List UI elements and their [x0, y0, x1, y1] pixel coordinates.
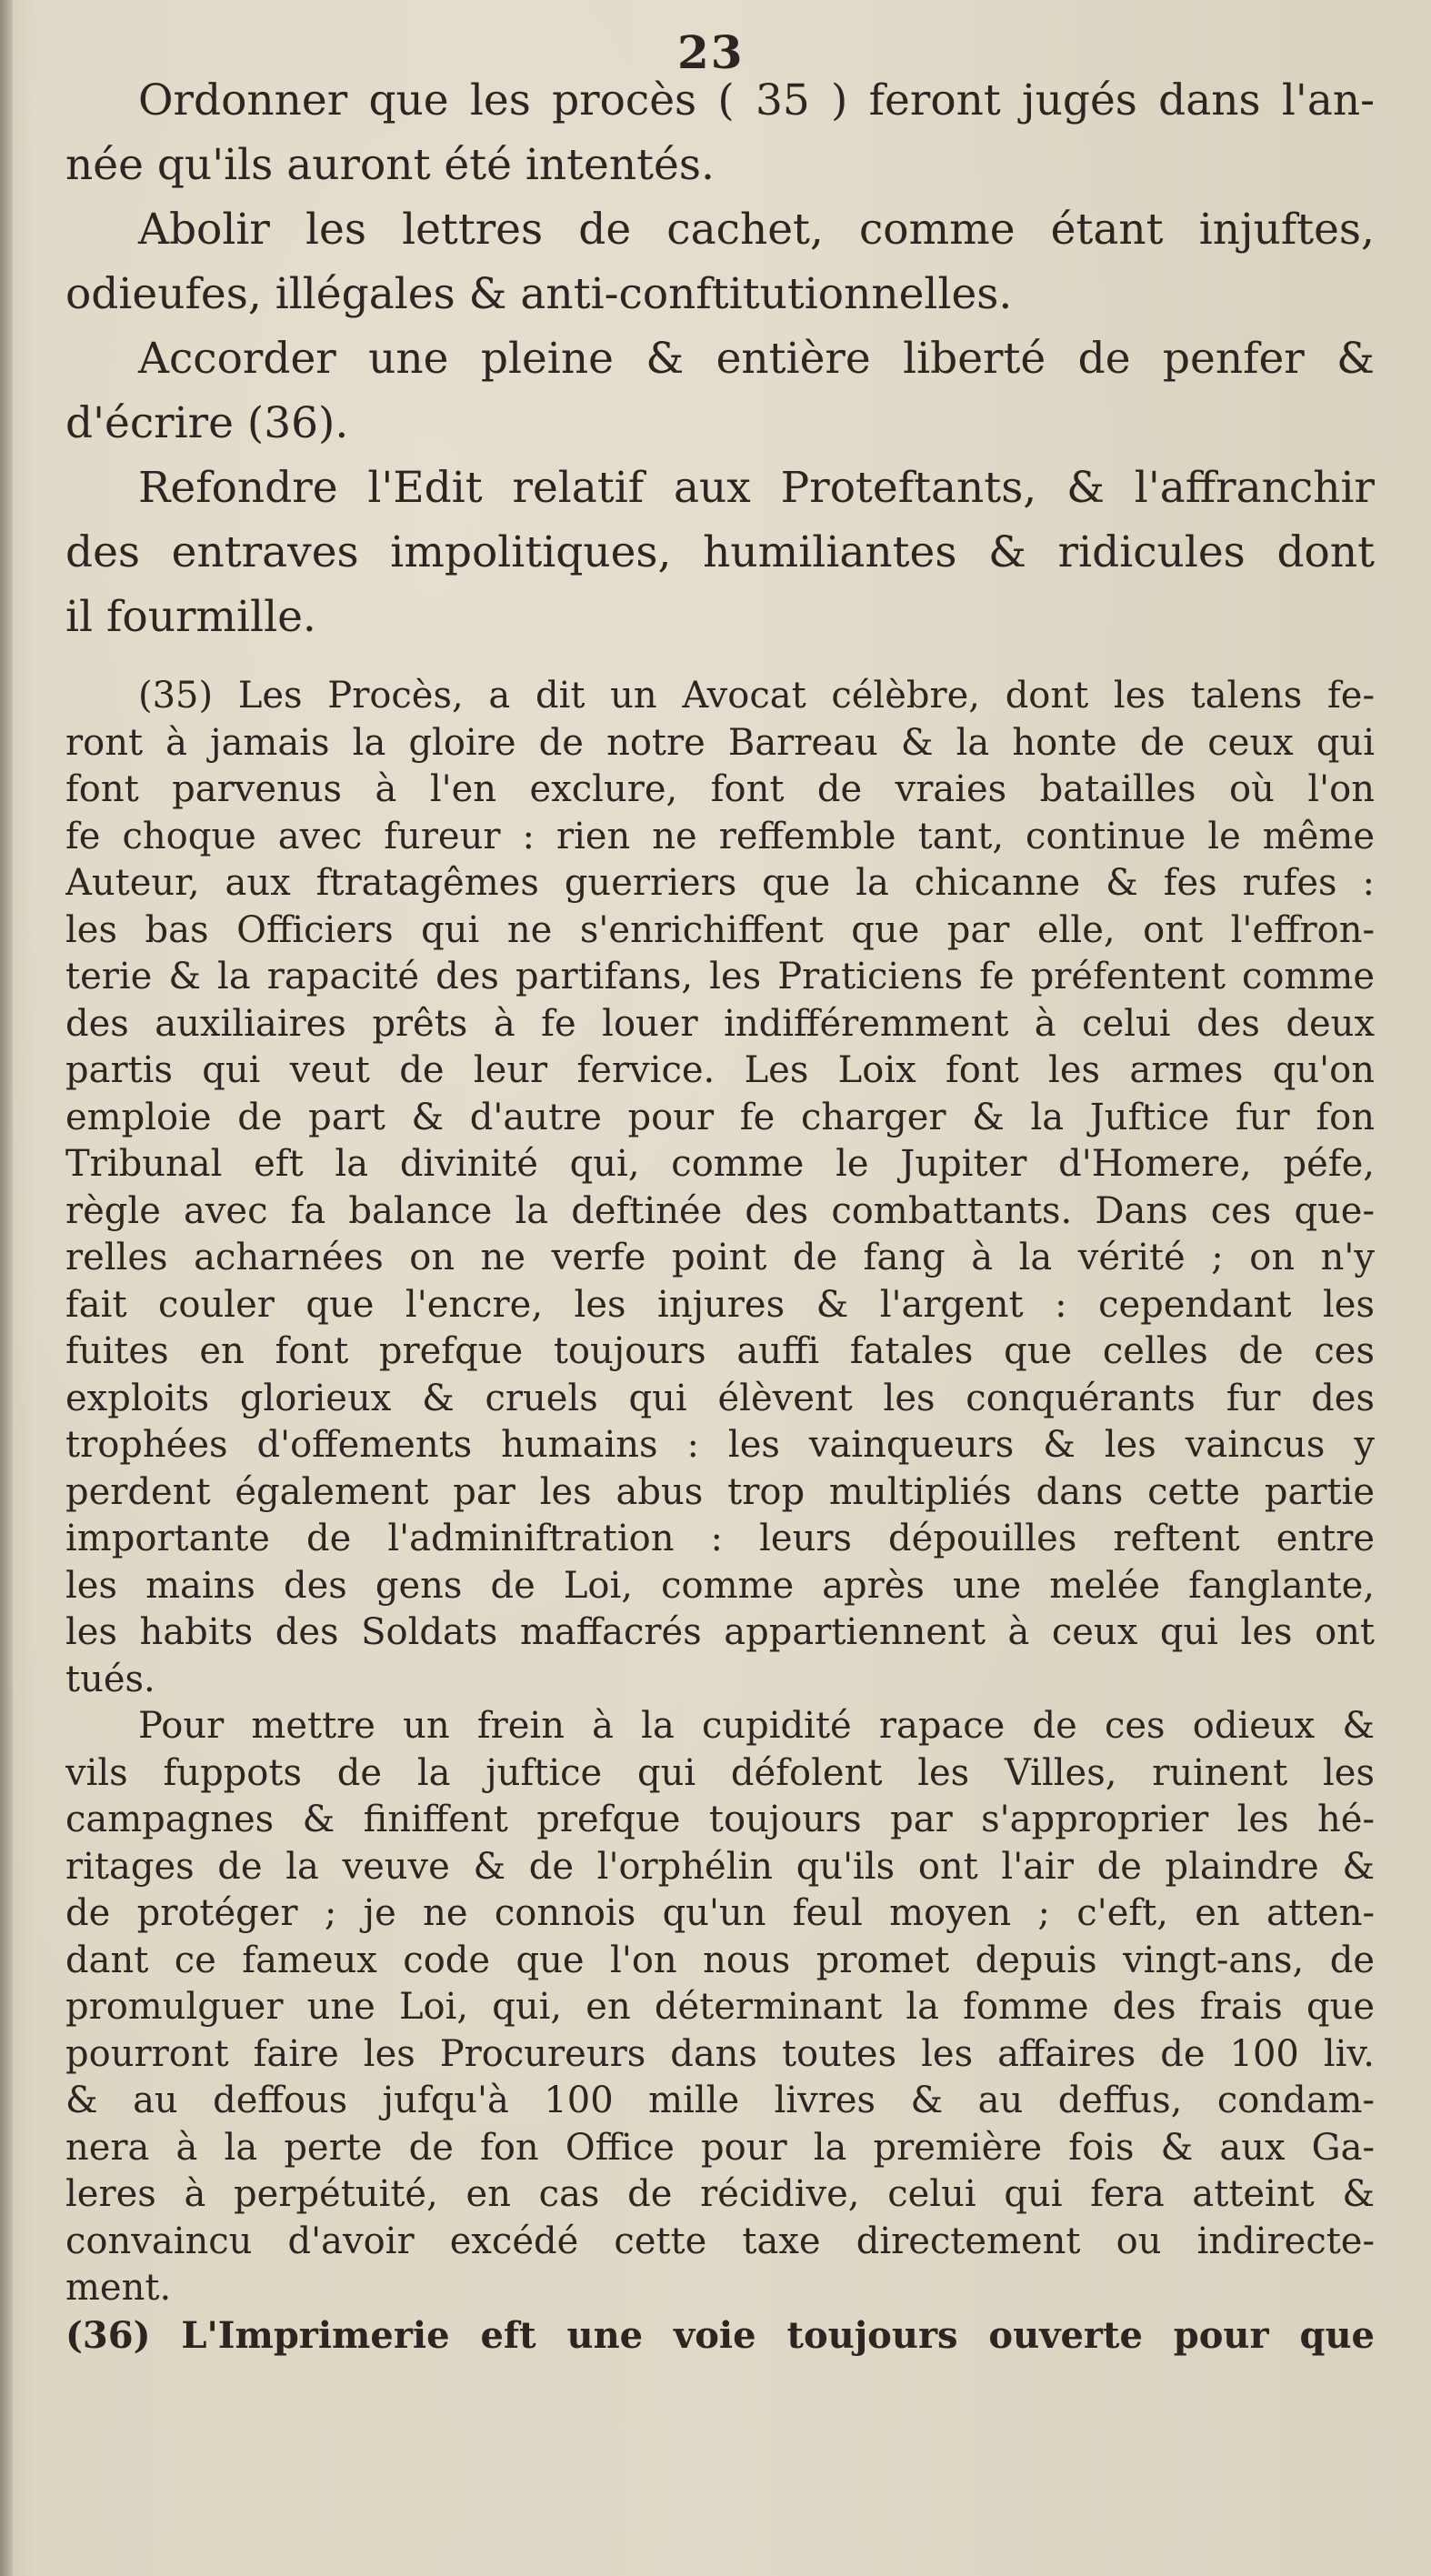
footnote-line: les bas Officiers qui ne s'enrichiffent que par elle, ont l'effron- — [65, 908, 1375, 951]
text-line: Ordonner que les procès ( 35 ) feront jugés dans l'an- — [138, 75, 1375, 125]
footnote-line: fuites en font prefque toujours auffi fatales que celles de ces — [65, 1330, 1375, 1372]
footnote-line: perdent également par les abus trop multipliés dans cette partie — [65, 1470, 1375, 1513]
text-line: née qu'ils auront été intentés. — [65, 140, 715, 190]
footnote-line: Auteur, aux ftratagêmes guerriers que la chicanne & fes rufes : — [65, 862, 1375, 904]
text-line: des entraves impolitiques, humiliantes & ridicules dont — [65, 527, 1375, 577]
text-line: Accorder une pleine & entière liberté de penfer & — [138, 334, 1375, 384]
footnote-line: tués. — [65, 1658, 155, 1700]
main-text — [65, 68, 1375, 649]
footnote-line: Pour mettre un frein à la cupidité rapace de ces odieux & — [138, 1705, 1375, 1747]
footnote-line: les habits des Soldats maffacrés appartiennent à ceux qui les ont — [65, 1611, 1375, 1653]
footnote-line: importante de l'adminiftration : leurs dépouilles reftent entre — [65, 1518, 1375, 1559]
footnote-line: leres à perpétuité, en cas de récidive, celui qui fera atteint & — [65, 2173, 1375, 2215]
footnote-line: ritages de la veuve & de l'orphélin qu'ils ont l'air de plaindre & — [65, 1845, 1375, 1888]
footnote-line: (35) Les Procès, a dit un Avocat célèbre, dont les talens fe- — [138, 675, 1375, 717]
footnote-line: convaincu d'avoir excédé cette taxe directement ou indirecte- — [65, 2220, 1375, 2262]
footnote-line: campagnes & finiffent prefque toujours par s'approprier les hé- — [65, 1799, 1375, 1840]
text-line: Refondre l'Edit relatif aux Proteftants, & l'affranchir — [138, 463, 1375, 513]
footnote-line: fe choque avec fureur : rien ne reffemble tant, continue le même — [65, 815, 1375, 857]
footnote-line: des auxiliaires prêts à fe louer indifféremment à celui des deux — [65, 1002, 1375, 1045]
footnote-line: nera à la perte de fon Office pour la première fois & aux Ga- — [65, 2126, 1375, 2169]
footnote-line: de protéger ; je ne connois qu'un feul moyen ; c'eft, en atten- — [65, 1892, 1375, 1934]
footnote-line: & au deffous jufqu'à 100 mille livres & au deffus, condam- — [65, 2080, 1375, 2121]
text-line: d'écrire (36). — [65, 398, 349, 448]
footnote-line: emploie de part & d'autre pour fe charger & la Juftice fur fon — [65, 1096, 1375, 1138]
footnote-line: dant ce fameux code que l'on nous promet depuis vingt-ans, de — [65, 1939, 1375, 1981]
footnote-line: ment. — [65, 2267, 172, 2309]
footnote-line: partis qui veut de leur fervice. Les Loix font les armes qu'on — [65, 1049, 1375, 1091]
footnote-line: pourront faire les Procureurs dans toutes les affaires de 100 liv. — [65, 2032, 1375, 2075]
footnote-line: Tribunal eft la divinité qui, comme le Jupiter d'Homere, péfe, — [65, 1143, 1375, 1185]
page-number: 23 — [677, 25, 745, 79]
text-line: il fourmille. — [65, 592, 316, 642]
footnote-line: terie & la rapacité des partifans, les Praticiens fe préfentent comme — [65, 956, 1375, 997]
footnote-line: vils fuppots de la juftice qui défolent les Villes, ruinent les — [65, 1751, 1375, 1794]
footnote-line: les mains des gens de Loi, comme après une melée fanglante, — [65, 1564, 1375, 1607]
footnote-line: fait couler que l'encre, les injures & l'argent : cependant les — [65, 1283, 1375, 1326]
footnote-line: ront à jamais la gloire de notre Barreau & la honte de ceux qui — [65, 721, 1375, 764]
footnote-line: exploits glorieux & cruels qui élèvent les conquérants fur des — [65, 1377, 1375, 1419]
footnotes — [65, 673, 1375, 2359]
footnote-line: trophées d'offements humains : les vainqueurs & les vaincus y — [65, 1424, 1375, 1466]
footnote-line: (36) L'Imprimerie eft une voie toujours ouverte pour que — [65, 2313, 1375, 2357]
footnote-line: règle avec fa balance la deftinée des combattants. Dans ces que- — [65, 1189, 1375, 1232]
text-line: Abolir les lettres de cachet, comme étant injuftes, — [138, 205, 1375, 255]
footnote-line: relles acharnées on ne verfe point de fang à la vérité ; on n'y — [65, 1237, 1375, 1278]
book-spine-shadow — [0, 0, 13, 2576]
footnote-line: promulguer une Loi, qui, en déterminant la fomme des frais que — [65, 1986, 1375, 2028]
footnote-line: font parvenus à l'en exclure, font de vraies batailles où l'on — [65, 768, 1375, 810]
text-line: odieufes, illégales & anti-conftitutionnelles. — [65, 269, 1013, 319]
